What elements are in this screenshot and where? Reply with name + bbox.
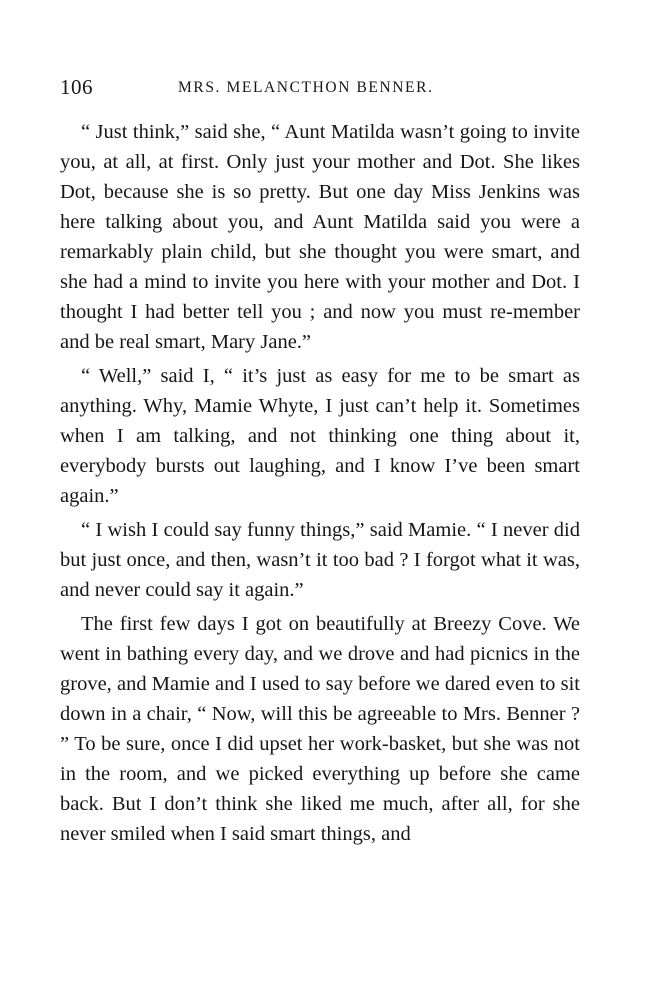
paragraph-2: “ Well,” said I, “ it’s just as easy for me to be smart as anything. Why, Mamie Whyte, I just can’t help it. Sometimes when I am talking, and not thinking one thing about it, everybody bursts out laughing, and I know I’ve been smart again.” <box>60 365 580 507</box>
paragraph-1: “ Just think,” said she, “ Aunt Matilda wasn’t going to invite you, at all, at first. Only just your mother and Dot. She likes Dot, because she is so pretty. But one day Miss Jenkins was here talking about you, and Aunt Matilda said you were a remarkably plain child, but she thought you were smart, and she had a mind to invite you here with your mother and Dot. I thought I had better tell you ; and now you must re-member and be real smart, Mary Jane.” <box>60 121 580 353</box>
page-number: 106 <box>60 75 93 99</box>
paragraph-4: The first few days I got on beautifully at Breezy Cove. We went in bathing every day, and we drove and had picnics in the grove, and Mamie and I used to say before we dared even to sit down in a chair, “ Now, will this be agreeable to Mrs. Benner ? ” To be sure, once I did upset her work-basket, but she was not in the room, and we picked everything up before she came back. But I don’t think she liked me much, after all, for she never smiled when I said smart things, and <box>60 613 580 845</box>
body-text <box>60 117 580 849</box>
running-title: MRS. MELANCTHON BENNER. <box>178 79 434 96</box>
running-header <box>60 74 580 100</box>
paragraph-3: “ I wish I could say funny things,” said Mamie. “ I never did but just once, and then, wasn’t it too bad ? I forgot what it was, and never could say it again.” <box>60 519 580 601</box>
